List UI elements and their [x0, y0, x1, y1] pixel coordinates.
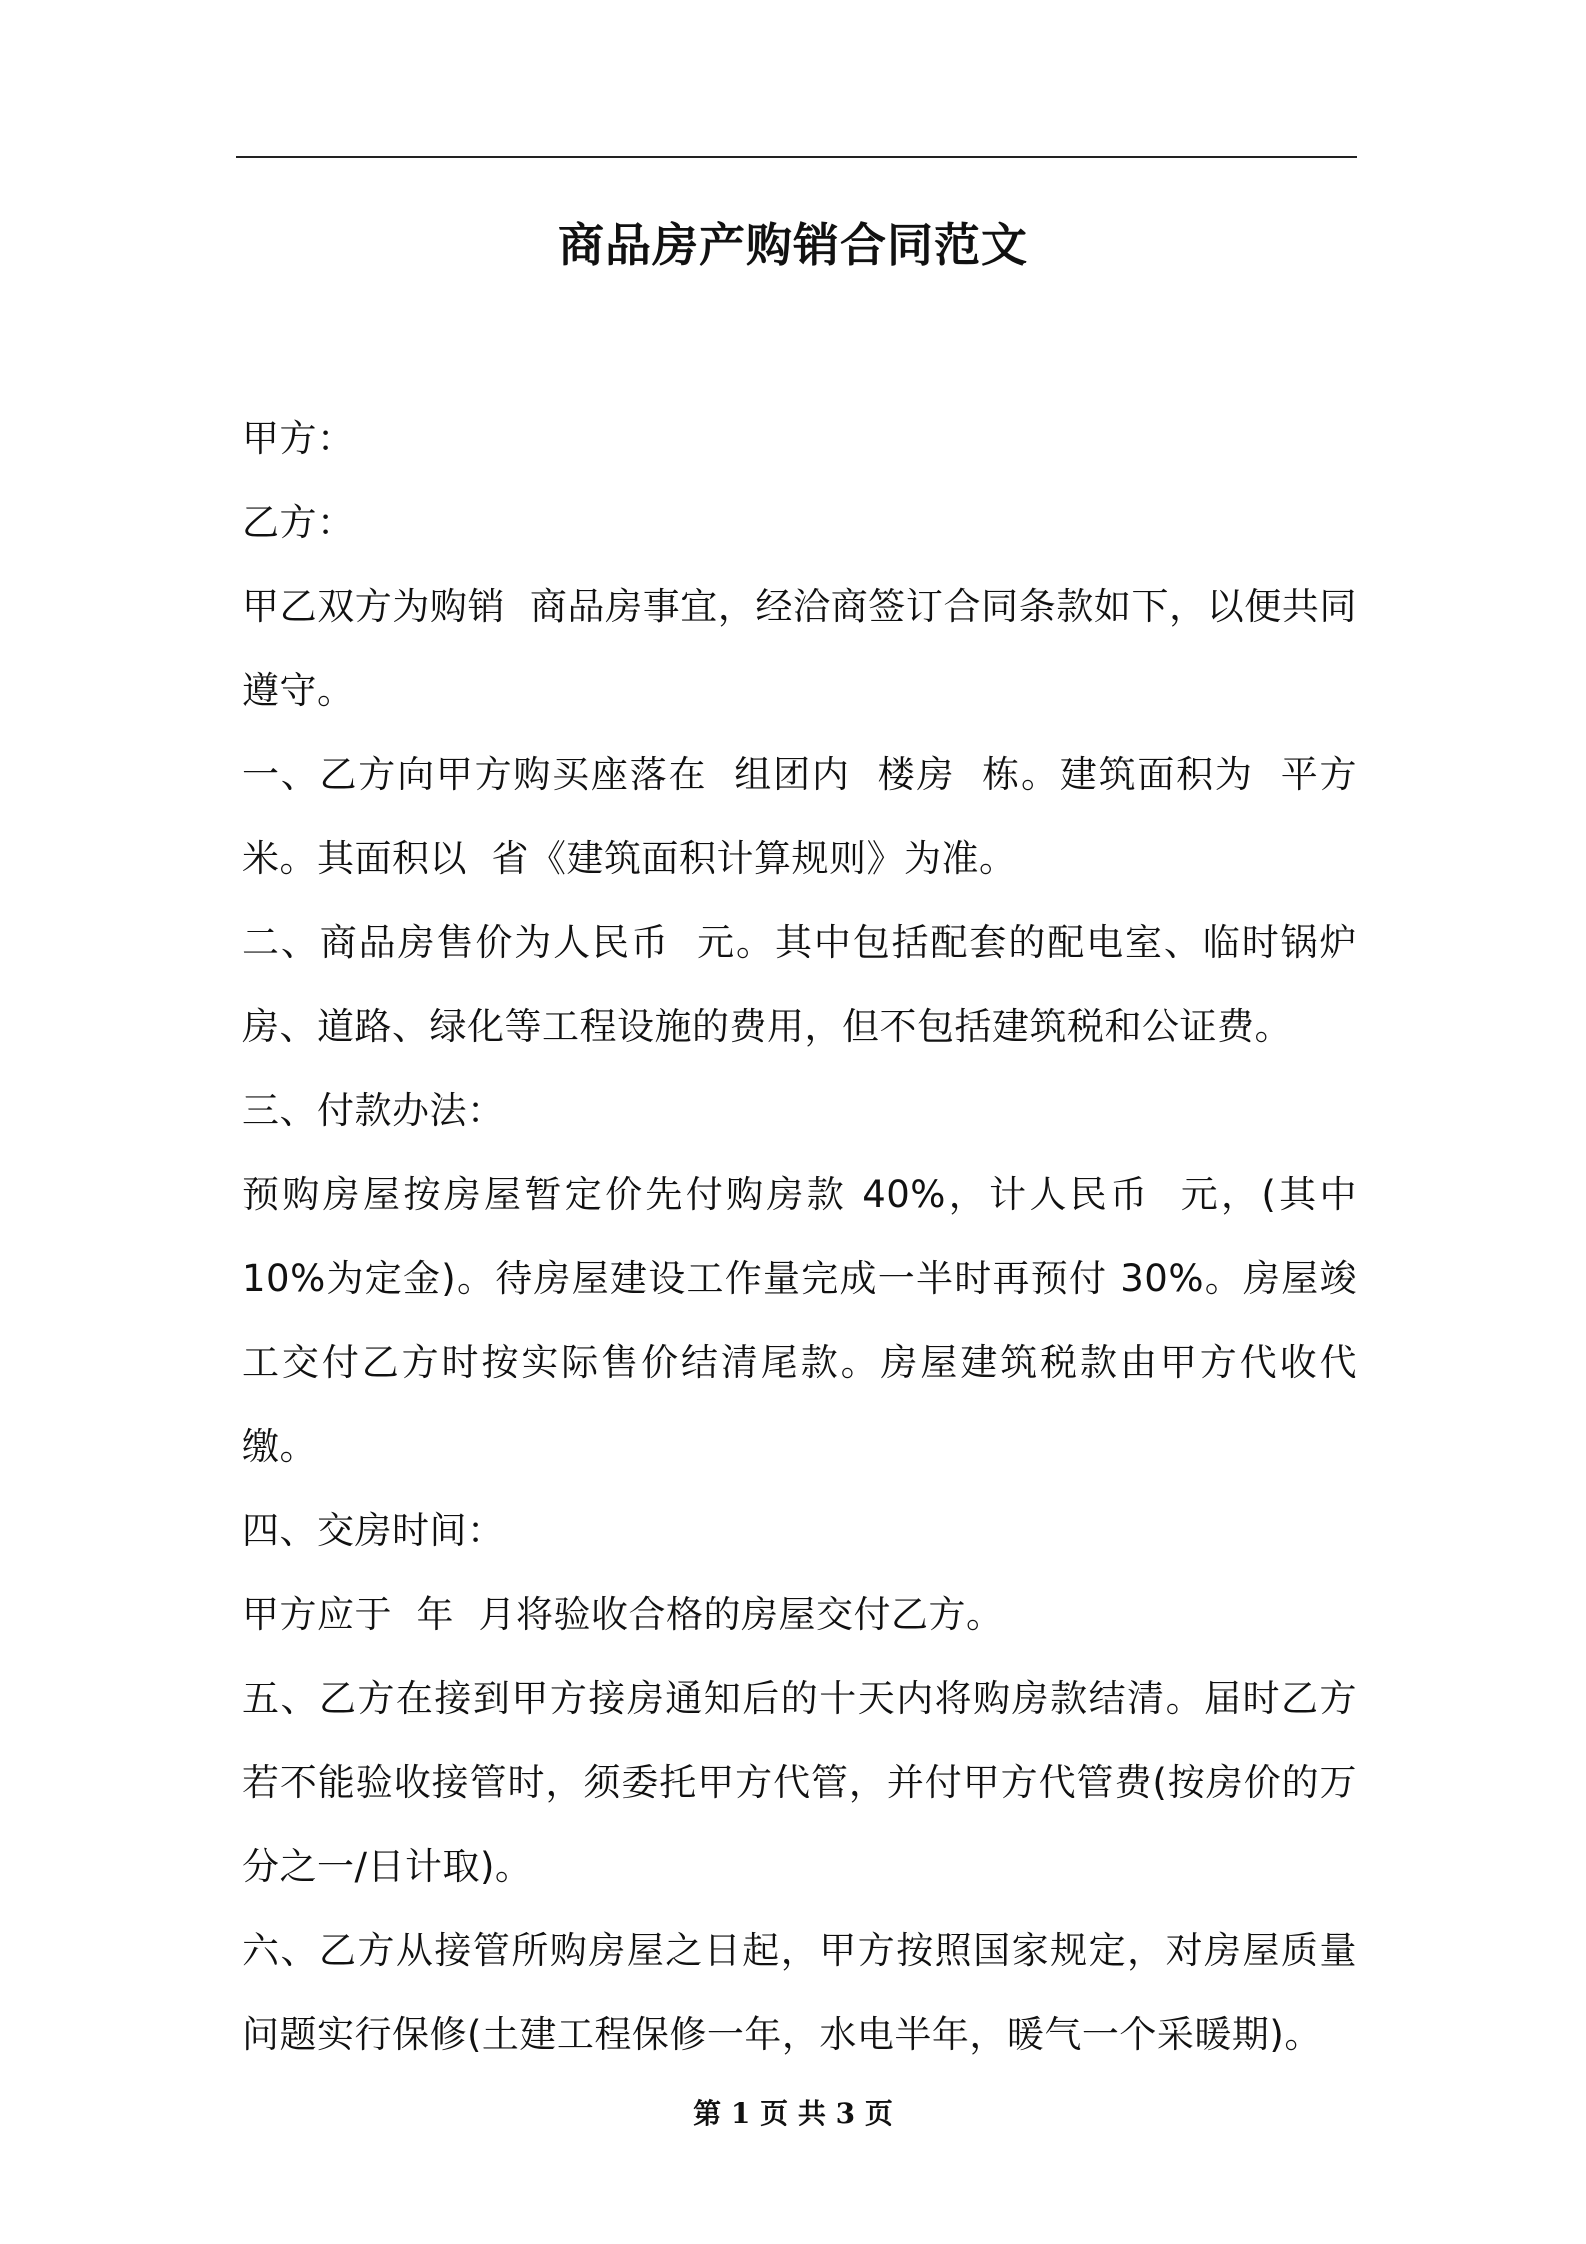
party-b-line: 乙方： [242, 501, 355, 544]
payment-paragraph: 预购房屋按房屋暂定价先付购房款 40%，计人民币 元，(其中 10%为定金)。待房屋建设工作量完成一半时再预付 30%。房屋竣工交付乙方时按实际售价结清尾款。房屋建筑税款由甲方代收代缴。 [242, 1173, 1370, 1468]
document-body [242, 397, 1370, 2077]
document-title: 商品房产购销合同范文 [558, 218, 1028, 272]
party-a-line: 甲方： [242, 417, 355, 460]
page-number: 第 1 页 共 3 页 [693, 2097, 893, 2130]
preamble-paragraph: 甲乙双方为购销 商品房事宜，经洽商签订合同条款如下，以便共同遵守。 [242, 585, 1357, 712]
clause-5-paragraph: 五、乙方在接到甲方接房通知后的十天内将购房款结清。届时乙方若不能验收接管时，须委托甲方代管，并付甲方代管费(按房价的万分之一/日计取)。 [242, 1677, 1357, 1888]
clause-2-paragraph: 二、商品房售价为人民币 元。其中包括配套的配电室、临时锅炉房、道路、绿化等工程设施的费用，但不包括建筑税和公证费。 [242, 921, 1357, 1048]
page-footer [0, 2094, 1586, 2134]
delivery-paragraph: 甲方应于 年 月将验收合格的房屋交付乙方。 [242, 1593, 1004, 1636]
clause-3-heading: 三、付款办法： [242, 1089, 505, 1132]
clause-1-paragraph: 一、乙方向甲方购买座落在 组团内 楼房 栋。建筑面积为 平方米。其面积以 省《建筑面积计算规则》为准。 [242, 753, 1357, 880]
clause-6-paragraph: 六、乙方从接管所购房屋之日起，甲方按照国家规定，对房屋质量问题实行保修(土建工程保修一年，水电半年，暖气一个采暖期)。 [242, 1929, 1357, 2056]
header-rule [236, 156, 1357, 158]
clause-4-heading: 四、交房时间： [242, 1509, 505, 1552]
